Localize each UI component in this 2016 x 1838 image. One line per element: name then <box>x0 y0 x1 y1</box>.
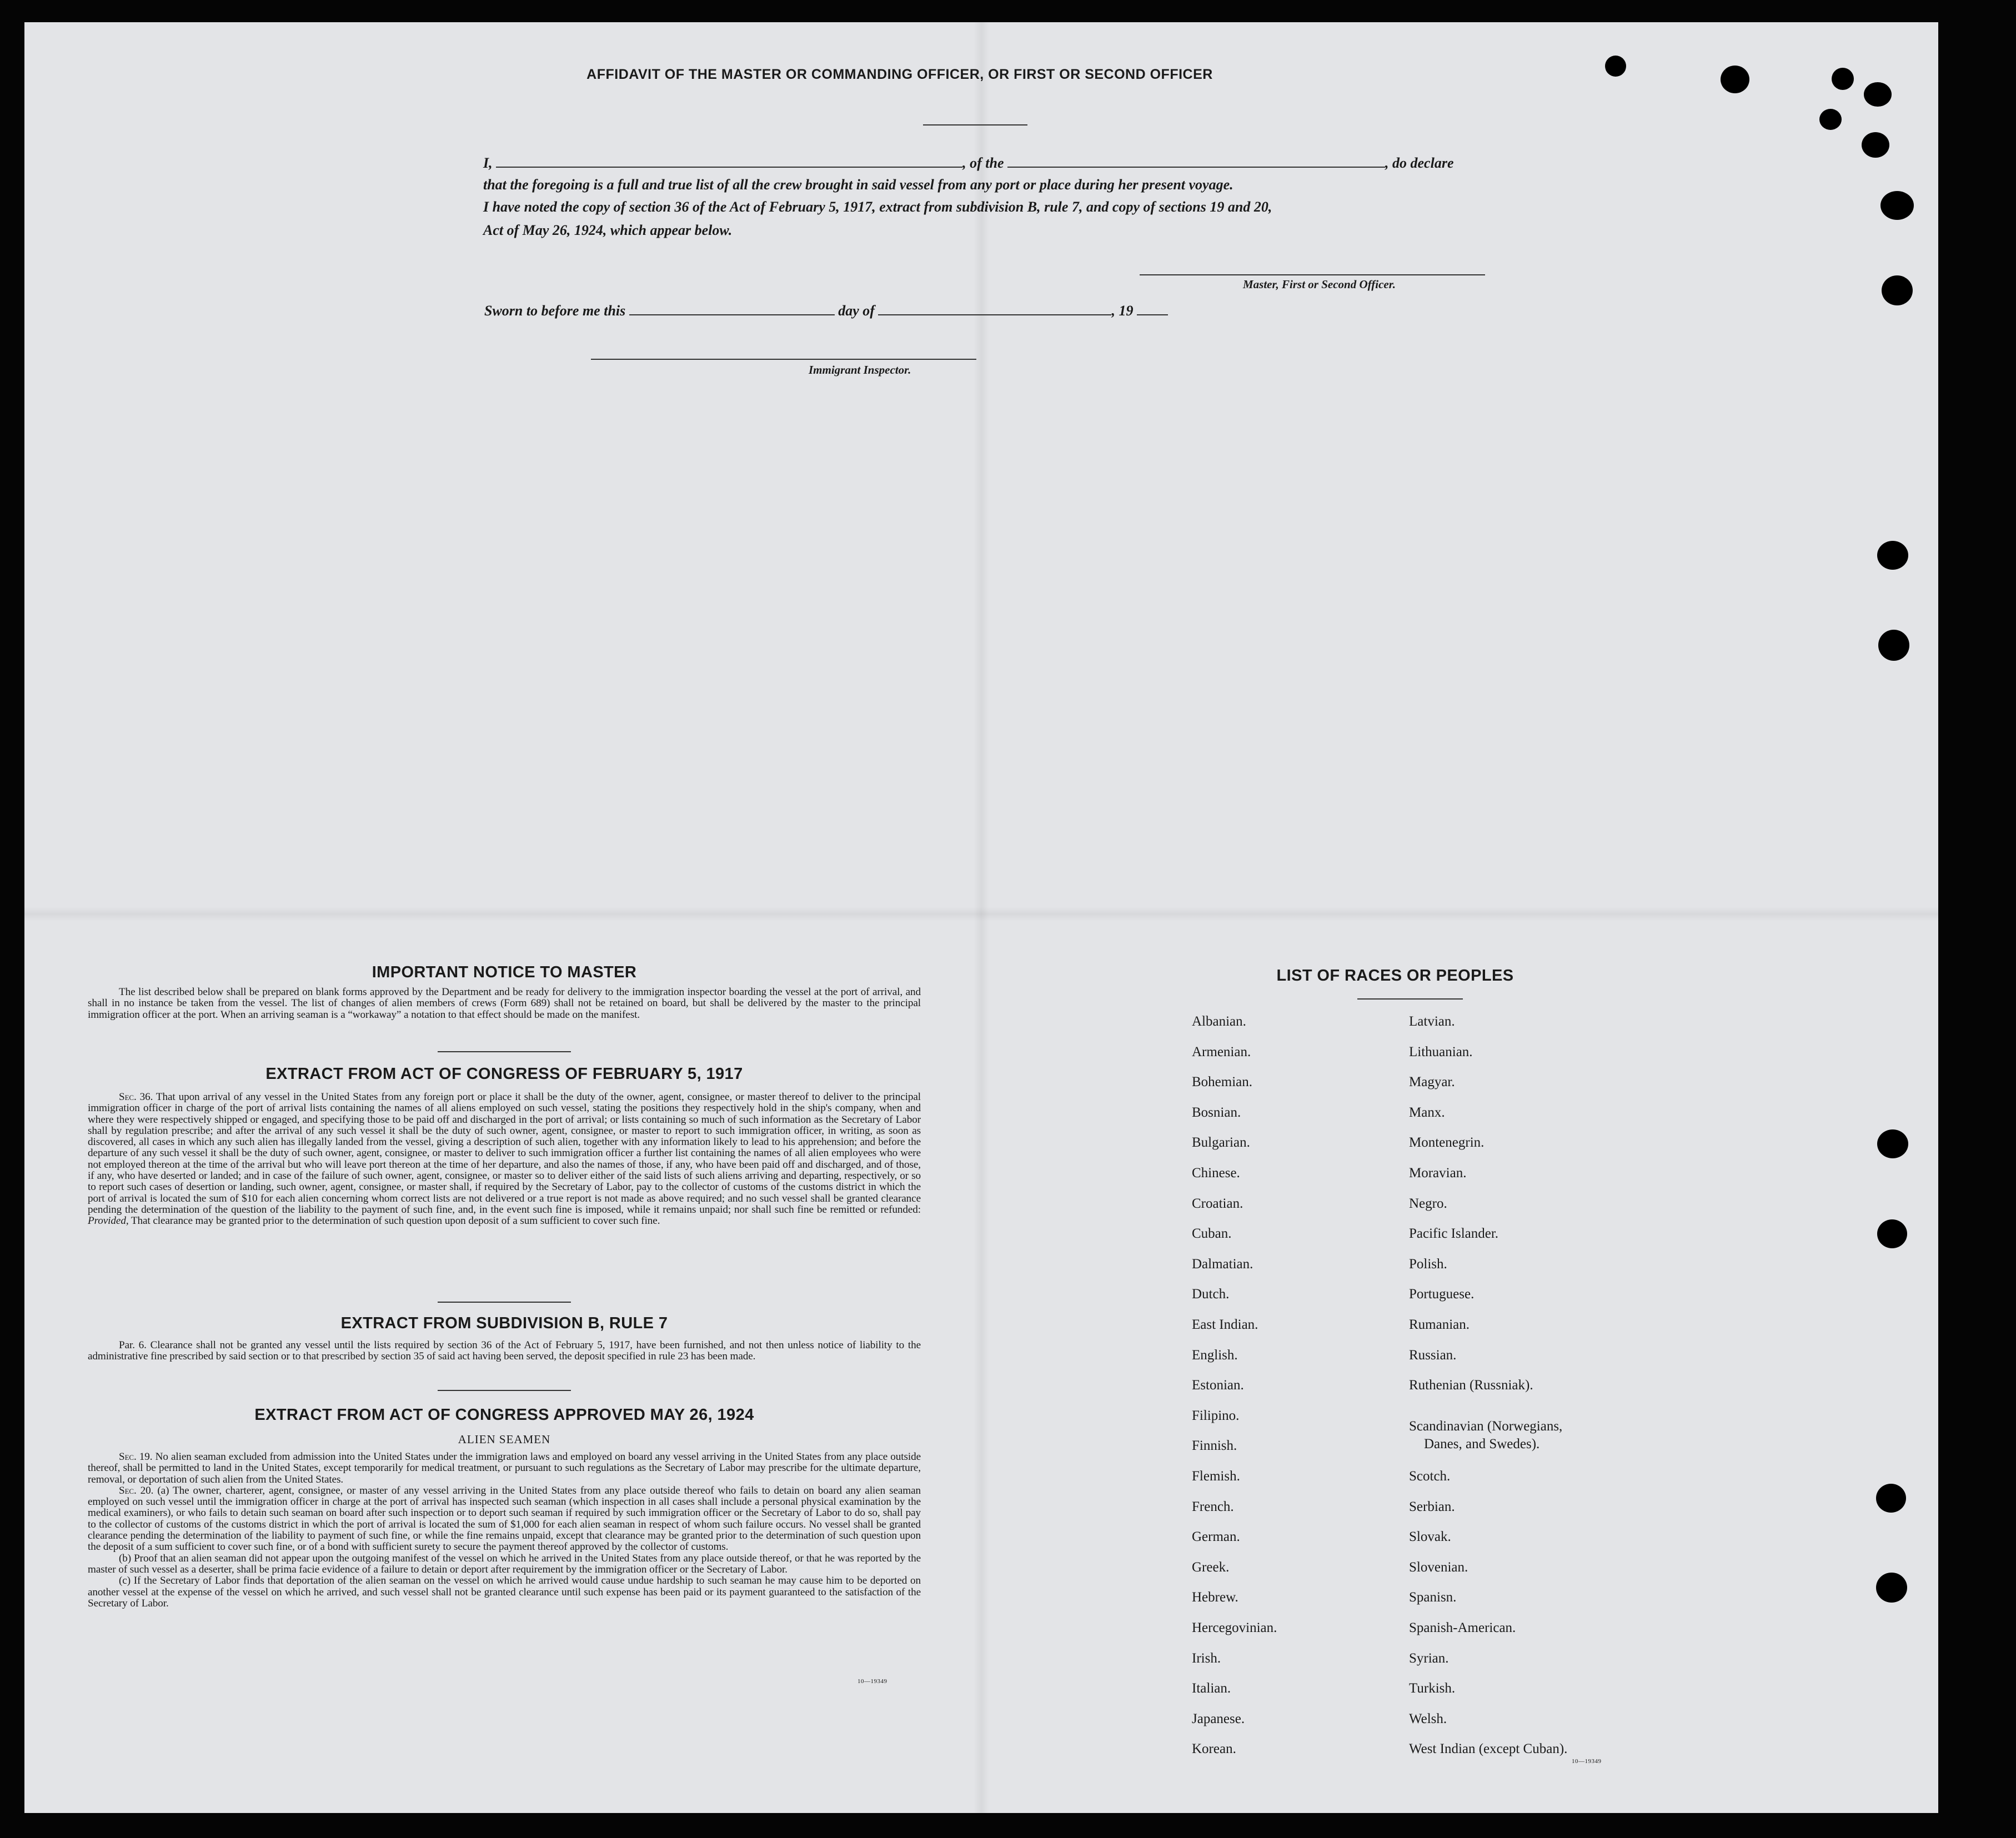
sec-19-label: Sec. 19. <box>119 1451 153 1463</box>
race-item: Lithuanian. <box>1409 1044 1473 1059</box>
race-item: Italian. <box>1192 1681 1231 1696</box>
race-item: Albanian. <box>1192 1014 1246 1029</box>
divider <box>1357 998 1463 1000</box>
extract-1917-title: EXTRACT FROM ACT OF CONGRESS OF FEBRUARY 5, 1917 <box>265 1065 743 1083</box>
race-item: French. <box>1192 1499 1234 1514</box>
race-item: Bohemian. <box>1192 1074 1253 1090</box>
race-item: West Indian (except Cuban). <box>1409 1741 1568 1757</box>
subdivision-b-title: EXTRACT FROM SUBDIVISION B, RULE 7 <box>340 1314 668 1332</box>
race-item: Spanish-American. <box>1409 1620 1516 1635</box>
sworn-day-blank[interactable] <box>629 302 835 315</box>
affidavit-title: AFFIDAVIT OF THE MASTER OR COMMANDING OFFICER, OR FIRST OR SECOND OFFICER <box>586 67 1213 82</box>
extract-1917-text <box>88 1092 921 1227</box>
race-item: Bulgarian. <box>1192 1135 1250 1151</box>
race-item: Pacific Islander. <box>1409 1226 1499 1242</box>
punch-hole <box>1876 1573 1907 1603</box>
sec-20a-text: (a) The owner, charterer, agent, consignee, or master of any vessel arriving in the United States from any place outside thereof who fails to detain on board any alien seaman employed on such vessel until the immigration officer in charge at the port of arrival has inspected such seaman (which inspection in all cases shall include a personal physical examination by the medical examiners), or who fails to detain such seaman on board after such inspection or to deport such seaman if required by such immigration officer or the Secretary of Labor to do so, shall pay to the collector of customs of the customs district in which the port of arrival is located the sum of $1,000 for each alien seaman in respect of whom such failure occurs. No vessel shall be granted clearance pending the determination of the liability to payment of such fine, or while the fine remains unpaid, except that clearance may be granted prior to the determination of such question upon the deposit of a sum sufficient to cover such fine, or of a bond with sufficient surety to secure the payment thereof approved by the collector of customs. <box>88 1484 921 1553</box>
punch-hole <box>1877 541 1908 570</box>
race-item: Turkish. <box>1409 1681 1456 1696</box>
signature-line[interactable] <box>1140 274 1485 275</box>
affidavit-line-1 <box>483 154 1453 172</box>
race-item: Welsh. <box>1409 1711 1447 1726</box>
punch-hole <box>1880 191 1914 220</box>
race-item: Filipino. <box>1192 1408 1240 1423</box>
divider <box>438 1051 571 1052</box>
race-item: East Indian. <box>1192 1317 1258 1332</box>
race-item: Montenegrin. <box>1409 1135 1485 1151</box>
sworn-line <box>484 302 1168 319</box>
sec-36-text: That upon arrival of any vessel in the United States from any foreign port or place it shall be the duty of the owner, agent, consignee, or master thereof to deliver to the principal immigration officer in charge of the port of arrival lists containing the names of all aliens employed on such vessel, stating the positions they respectively hold in the ship's company, when and where they were respectively shipped or engaged, and specifying those to be paid off and discharged in the port of arrival; or lists containing so much of such information as the Secretary of Labor shall by regulation prescribe; and after the arrival of any such vessel it shall be the duty of such owner, agent, consignee, or master to report to such immigration officer, in writing, as soon as discovered, all cases in which any such alien has illegally landed from the vessel, giving a description of such alien, together with any information likely to lead to his apprehension; and before the departure of any such vessel it shall be the duty of such owner, agent, consignee, or master to deliver to such immigration officer a further list containing the names of all alien employees who were not employed thereon at the time of the arrival but who will leave port thereon at the time of her departure, and also the names of those, if any, who have been paid off and discharged, and of those, if any, who have deserted or landed; and in case of the failure of such owner, agent, consignee, or master so to deliver either of the said lists of such aliens arriving and departing, respectively, or so to report such cases of desertion or landing, such owner, agent, consignee, or master shall, if required by the Secretary of Labor, pay to the collector of customs of the customs district in which the port of arrival is located the sum of $10 for each alien concerning whom correct lists are not delivered or a true report is not made as above required; and no such vessel shall be granted clearance pending the determination of the question of the liability to the payment of such fine, and, in the event such fine is imposed, while it remains unpaid; nor shall such fine be remitted or refunded: <box>88 1091 921 1216</box>
race-item: Polish. <box>1409 1256 1447 1272</box>
inspector-label: Immigrant Inspector. <box>809 363 911 376</box>
affidavit-of-the: , of the <box>962 155 1004 171</box>
race-item: English. <box>1192 1347 1238 1363</box>
affidavit-line-2: that the foregoing is a full and true list of all the crew brought in said vessel from any port or place during her present voyage. <box>483 177 1233 193</box>
divider <box>923 124 1027 125</box>
punch-hole <box>1877 1129 1908 1158</box>
race-item: Serbian. <box>1409 1499 1455 1514</box>
form-number: 10—19349 <box>857 1678 887 1685</box>
vessel-blank[interactable] <box>1007 154 1385 168</box>
race-item: Hercegovinian. <box>1192 1620 1277 1635</box>
sec-20-label: Sec. 20. <box>119 1484 154 1496</box>
race-item: Dalmatian. <box>1192 1256 1253 1272</box>
alien-seamen-subtitle: ALIEN SEAMEN <box>458 1433 551 1446</box>
race-item: Danes, and Swedes). <box>1424 1436 1540 1452</box>
punch-hole <box>1605 56 1626 77</box>
race-item: Slovak. <box>1409 1529 1451 1545</box>
race-item: Rumanian. <box>1409 1317 1470 1332</box>
provided-word: Provided, <box>88 1215 129 1227</box>
race-item: Slovenian. <box>1409 1559 1468 1575</box>
race-item: Magyar. <box>1409 1074 1455 1090</box>
race-item: Negro. <box>1409 1196 1447 1211</box>
race-item: Irish. <box>1192 1650 1221 1666</box>
divider <box>438 1390 571 1391</box>
punch-hole <box>1882 275 1913 305</box>
race-item: Armenian. <box>1192 1044 1251 1059</box>
inspector-signature-line[interactable] <box>591 359 976 360</box>
race-item: Cuban. <box>1192 1226 1232 1242</box>
race-item: Latvian. <box>1409 1014 1455 1029</box>
extract-1924-text <box>88 1452 921 1609</box>
affidavit-line-4: Act of May 26, 1924, which appear below. <box>483 222 733 238</box>
race-item: Japanese. <box>1192 1711 1245 1726</box>
race-item: Portuguese. <box>1409 1287 1475 1302</box>
races-form-number: 10—19349 <box>1572 1758 1602 1765</box>
year-text: , 19 <box>1111 303 1134 319</box>
divider <box>438 1302 571 1303</box>
race-item: Hebrew. <box>1192 1590 1238 1605</box>
notice-text <box>88 987 921 1021</box>
race-item: Korean. <box>1192 1741 1236 1757</box>
sec-20c-text: (c) If the Secretary of Labor finds that deportation of the alien seaman on the vessel on which he arrived would cause undue hardship to such seaman he may cause him to be deported on another vessel at the expense of the vessel on which he arrived, and such vessel shall not be granted clearance until such expense has been paid or its payment guaranteed to the satisfaction of the Secretary of Labor. <box>88 1575 921 1609</box>
notice-paragraph: The list described below shall be prepared on blank forms approved by the Department and be ready for delivery to the immigration inspector boarding the vessel at the port of arrival, and shall in no instance be taken from the vessel. The list of changes of alien members of crews (Form 689) shall not be retained on board, but shall be delivered by the master to the principal immigration officer at the port. When an arriving seaman is a “workaway” a notation to that effect should be made on the manifest. <box>88 986 921 1021</box>
race-item: Flemish. <box>1192 1469 1240 1484</box>
subdivision-b-text <box>88 1340 921 1363</box>
race-item: Russian. <box>1409 1347 1457 1363</box>
races-title: LIST OF RACES OR PEOPLES <box>1276 967 1514 985</box>
punch-hole <box>1862 132 1889 158</box>
race-item: Bosnian. <box>1192 1104 1241 1120</box>
race-item: Scotch. <box>1409 1469 1451 1484</box>
punch-hole <box>1832 68 1854 90</box>
sec-20b-text: (b) Proof that an alien seaman did not appear upon the outgoing manifest of the vessel on which he arrived in the United States from any place outside thereof, or that he was reported by the master of such vessel as a deserter, shall be prima facie evidence of a failure to detain or deport after requirement by the immigration officer or the Secretary of Labor. <box>88 1552 921 1575</box>
affidavit-declare: , do declare <box>1385 155 1454 171</box>
extract-1924-title: EXTRACT FROM ACT OF CONGRESS APPROVED MAY 26, 1924 <box>254 1406 754 1424</box>
punch-hole <box>1876 1484 1906 1513</box>
race-item: Chinese. <box>1192 1166 1240 1181</box>
race-item: Syrian. <box>1409 1650 1449 1666</box>
sworn-year-blank[interactable] <box>1137 302 1168 315</box>
sec-36-end: That clearance may be granted prior to the determination of such question upon deposit of a sum sufficient to cover such fine. <box>131 1215 660 1227</box>
subdivision-b-paragraph: Par. 6. Clearance shall not be granted any vessel until the lists required by section 36 of the Act of February 5, 1917, have been furnished, and not then unless notice of liability to the administrative fine prescribed by said section or to that prescribed by section 35 of said act having been served, the deposit specified in rule 23 has been made. <box>88 1339 921 1363</box>
sworn-text: Sworn to before me this <box>484 303 626 319</box>
race-item: German. <box>1192 1529 1240 1545</box>
punch-hole <box>1819 109 1842 130</box>
sworn-month-blank[interactable] <box>878 302 1111 315</box>
sec-19-text: No alien seaman excluded from admission into the United States under the immigration laws and employed on board any vessel arriving in the United States from any place outside thereof, shall be permitted to land in the United States, except temporarily for medical treatment, or pursuant to such regulations as the Secretary of Labor may prescribe for the ultimate departure, removal, or deportation of such alien from the United States. <box>88 1451 921 1485</box>
race-item: Croatian. <box>1192 1196 1243 1211</box>
race-item: Moravian. <box>1409 1166 1467 1181</box>
punch-hole <box>1721 66 1749 93</box>
name-blank[interactable] <box>496 154 962 168</box>
race-item: Estonian. <box>1192 1378 1244 1393</box>
race-item: Scandinavian (Norwegians, <box>1409 1418 1563 1434</box>
punch-hole <box>1864 82 1892 107</box>
race-item: Spanisn. <box>1409 1590 1457 1605</box>
sec-36-label: Sec. 36. <box>119 1091 153 1103</box>
punch-hole <box>1877 1219 1907 1248</box>
signature-label: Master, First or Second Officer. <box>1243 278 1396 291</box>
day-of-text: day of <box>838 303 875 319</box>
race-item: Ruthenian (Russniak). <box>1409 1378 1533 1393</box>
punch-hole <box>1878 630 1909 661</box>
race-item: Manx. <box>1409 1104 1445 1120</box>
notice-title: IMPORTANT NOTICE TO MASTER <box>372 963 637 981</box>
affidavit-line-3: I have noted the copy of section 36 of the Act of February 5, 1917, extract from subdivision B, rule 7, and copy of sections 19 and 20, <box>483 199 1272 215</box>
affidavit-i: I, <box>483 155 493 171</box>
race-item: Finnish. <box>1192 1438 1237 1454</box>
race-item: Dutch. <box>1192 1287 1230 1302</box>
race-item: Greek. <box>1192 1559 1230 1575</box>
